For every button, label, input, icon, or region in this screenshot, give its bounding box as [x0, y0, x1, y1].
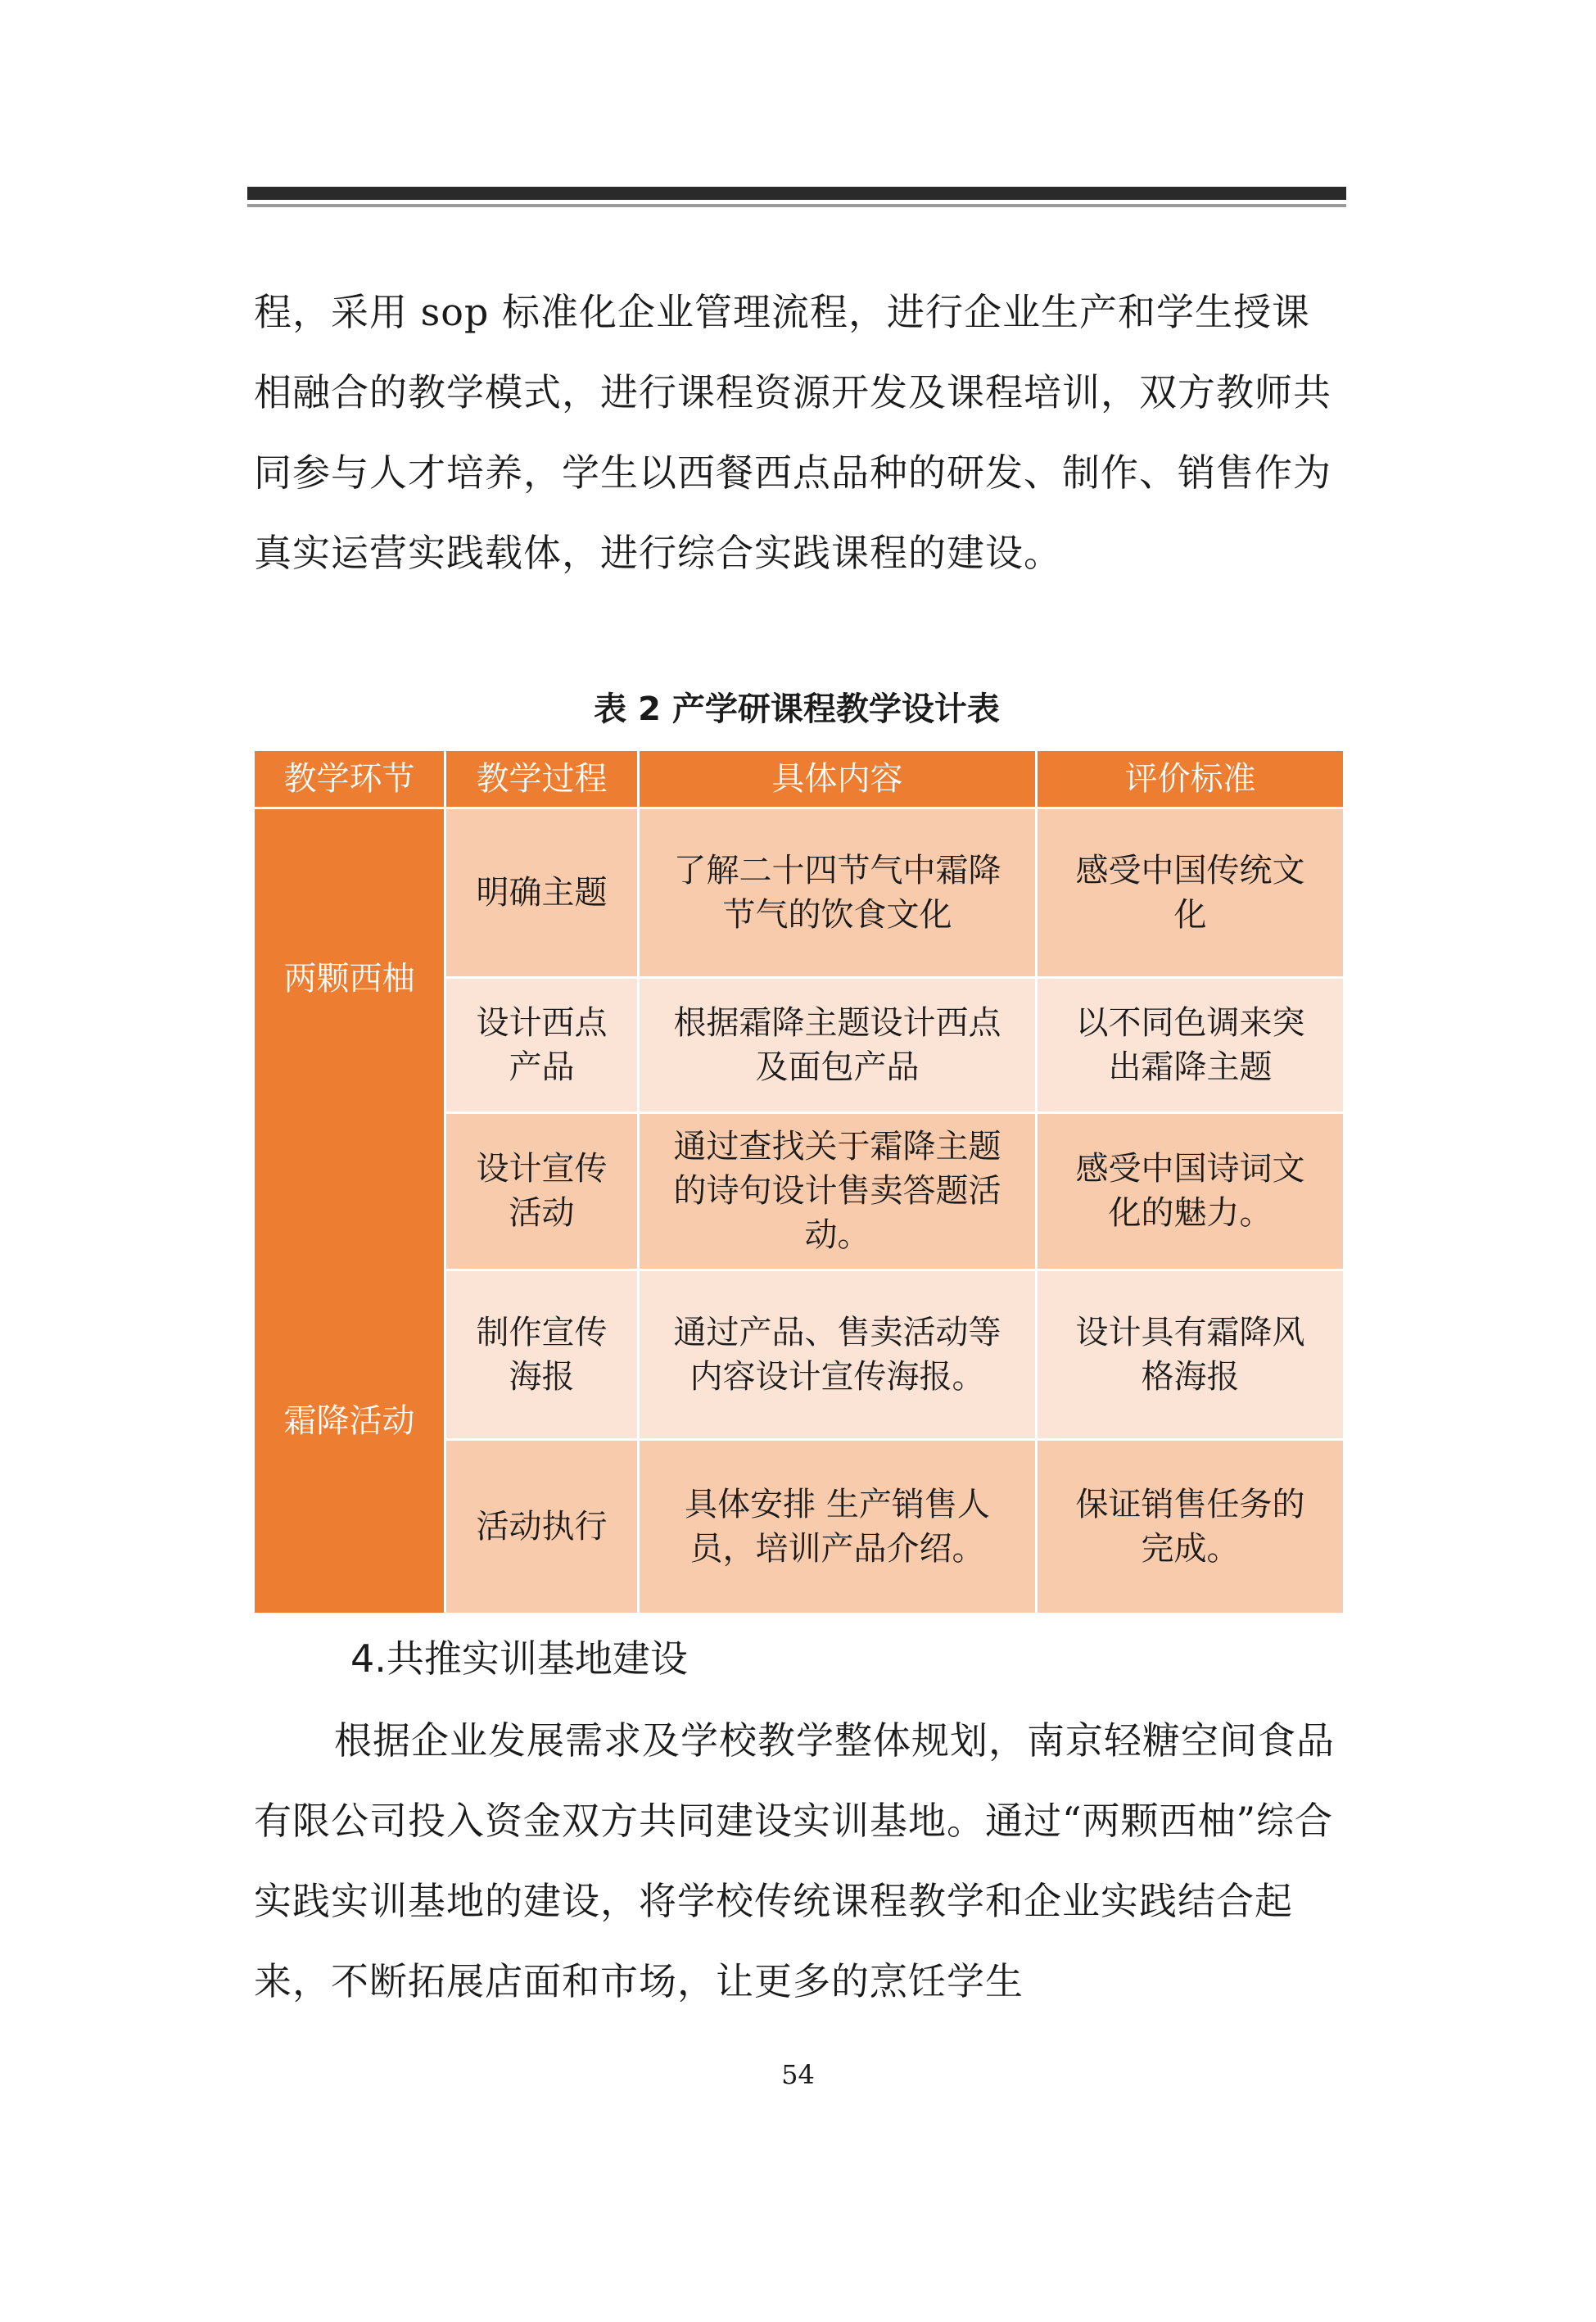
- criteria-cell: 保证销售任务的完成。: [1037, 1439, 1345, 1614]
- header-cell-process: 教学过程: [445, 750, 639, 808]
- process-cell: 活动执行: [445, 1439, 639, 1614]
- criteria-cell: 感受中国传统文化: [1037, 808, 1345, 978]
- stage-cell-inner: [255, 809, 444, 1613]
- header-cell-criteria: 评价标准: [1037, 750, 1345, 808]
- content-cell: 通过产品、售卖活动等内容设计宣传海报。: [639, 1270, 1037, 1439]
- table-header-row: [254, 750, 1345, 808]
- header-rule: [247, 187, 1346, 200]
- criteria-cell: 设计具有霜降风格海报: [1037, 1270, 1345, 1439]
- body-paragraph-2: [254, 1700, 1335, 2021]
- process-cell: 制作宣传海报: [445, 1270, 639, 1439]
- stage-label-two-grapefruits: 两颗西柚: [283, 960, 415, 998]
- content-cell: 根据霜降主题设计西点及面包产品: [639, 978, 1037, 1112]
- header-cell-stage: 教学环节: [254, 750, 445, 808]
- course-design-table: [252, 749, 1345, 1615]
- stage-label-frost-event: 霜降活动: [283, 1402, 415, 1440]
- page-number: 54: [781, 2059, 815, 2090]
- content-cell: 了解二十四节气中霜降节气的饮食文化: [639, 808, 1037, 978]
- body-paragraph-2-text: 根据企业发展需求及学校教学整体规划，南京轻糖空间食品有限公司投入资金双方共同建设实训基地。通过“两颗西柚”综合实践实训基地的建设，将学校传统课程教学和企业实践结合起来，不断拓展店面和市场，让更多的烹饪学生: [254, 1718, 1335, 2003]
- body-paragraph-1: 程，采用 sop 标准化企业管理流程，进行企业生产和学生授课相融合的教学模式，进行课程资源开发及课程培训，双方教师共同参与人才培养，学生以西餐西点品种的研发、制作、销售作为真实运营实践载体，进行综合实践课程的建设。: [254, 290, 1332, 575]
- process-cell: 设计宣传活动: [445, 1112, 639, 1270]
- stage-cell: [254, 808, 445, 1614]
- process-cell: 明确主题: [445, 808, 639, 978]
- section-heading: 4.共推实训基地建设: [350, 1636, 688, 1681]
- header-rule-shadow: [247, 204, 1346, 207]
- process-cell: 设计西点产品: [445, 978, 639, 1112]
- header-cell-content: 具体内容: [639, 750, 1037, 808]
- content-cell: 通过查找关于霜降主题的诗句设计售卖答题活动。: [639, 1112, 1037, 1270]
- criteria-cell: 感受中国诗词文化的魅力。: [1037, 1112, 1345, 1270]
- criteria-cell: 以不同色调来突出霜降主题: [1037, 978, 1345, 1112]
- table-row: [254, 808, 1345, 978]
- content-cell: 具体安排 生产销售人员，培训产品介绍。: [639, 1439, 1037, 1614]
- table-caption: 表 2 产学研课程教学设计表: [594, 690, 1000, 728]
